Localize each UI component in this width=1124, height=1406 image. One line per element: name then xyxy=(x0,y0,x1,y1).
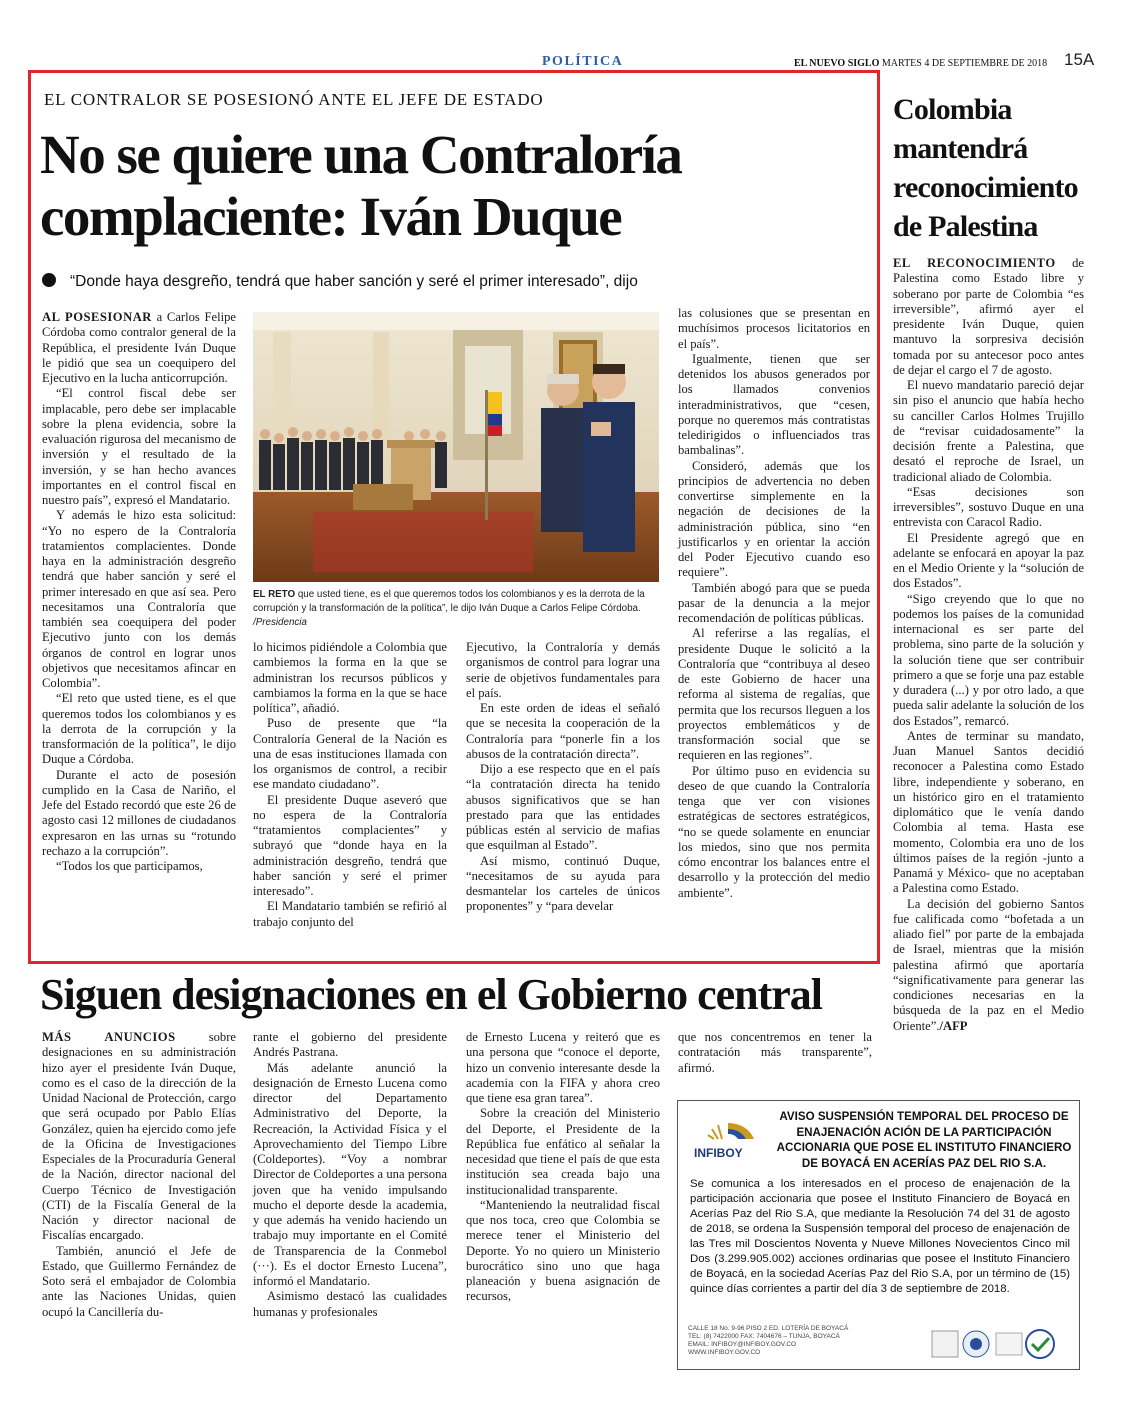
paragraph: “Manteniendo la neutralidad fiscal que nos toca, creo que Colombia se merece tener el Ministerio del Deporte. Yo no quiero un Ministerio burocrático sino uno que haga planeación y buena asignación de recursos, xyxy=(466,1197,660,1304)
paragraph: En este orden de ideas el señaló que se necesita la cooperación de la Contraloría para “ponerle fin a los abusos de la contratación directa”. xyxy=(466,701,660,761)
ad-phone: TEL: (8) 7422000 FAX: 7404676 – TUNJA, BOYACÁ xyxy=(688,1333,840,1340)
photo-caption xyxy=(253,588,659,630)
agency-credit: /AFP xyxy=(939,1018,968,1033)
paragraph: También abogó para que se pueda pasar de la denuncia a la mejor recomendación de políticas públicas. xyxy=(678,580,870,625)
deck-text: “Donde haya desgreño, tendrá que haber sanción y seré el primer interesado”, dijo xyxy=(70,273,638,290)
paragraph: El nuevo mandatario pareció dejar sin piso el anuncio que había hecho su canciller Carlos Holmes Trujillo de “revisar cuidadosamente” la decisión frente a Palestina, que desató el reproche de Israel, un tradicional aliado de Colombia. xyxy=(893,378,1084,484)
paragraph: Dijo a ese respecto que en el país “la contratación directa ha tenido abusos significativos que se han prestado para que las entidades públicas estén al servicio de mafias que esquilman al Estado”. xyxy=(466,762,660,853)
paragraph: Ejecutivo, la Contraloría y demás organismos de control para lograr una serie de objetivos fundamentales para el país. xyxy=(466,640,660,700)
article-headline xyxy=(40,124,860,248)
article-photo xyxy=(253,312,659,582)
paper-name: EL NUEVO SIGLO xyxy=(794,58,880,69)
main-column-3 xyxy=(466,640,660,915)
masthead xyxy=(794,58,1047,69)
article-kicker: EL CONTRALOR SE POSESIONÓ ANTE EL JEFE DE ESTADO xyxy=(44,90,544,109)
paragraph: Al referirse a las regalías, el presidente Duque le solicitó a la Contraloría que “contribuya al deseo de este Gobierno de hacer una reforma al sistema de regalías, que permita que los recursos lleguen a los proyectos emblemáticos y de transformación social que se requieren en las regiones”. xyxy=(678,626,870,763)
second-column-3 xyxy=(466,1030,660,1305)
paragraph: AL POSESIONAR a Carlos Felipe Córdoba como contralor general de la República, el presidente Iván Duque le pidió que sea un coequipero del Ejecutivo en la lucha anticorrupción. xyxy=(42,310,236,385)
ad-body: Se comunica a los interesados en el proceso de enajenación de la participación accionaria que posee el Instituto Financiero de Boyacá en Acerías Paz del Rio S.A, que mediante la Resolución 74 del 31 de agosto de 2018, se ordena la Suspensión temporal del proceso de enajenación de las Tres mil Doscientos Noventa y Nueve Millones Novecientos Cinco mil Dos (3.299.905.002) acciones ordinarias que posee el Instituto Financiero de Boyacá, en la sociedad Acerías Paz del Rio S.A, por un término de (15) quince días corrientes a partir del día 3 de septiembre de 2018. xyxy=(690,1178,1070,1295)
paragraph: Puso de presente que “la Contraloría General de la Nación es una de esas instituciones llamada con los organismos de control, a recibir ese mandato ciudadano”. xyxy=(253,716,447,792)
second-column-2 xyxy=(253,1030,447,1320)
paragraph: EL RECONOCIMIENTO de Palestina como Estado libre y soberano por parte de Colombia “es irreversible”, afirmó ayer el presidente Iván Duque, quien mantuvo la sorpresiva decisión tomada por su antecesor poco antes de dejar el cargo el 7 de agosto. xyxy=(893,256,1084,377)
ad-website: WWW.INFIBOY.GOV.CO xyxy=(688,1349,761,1356)
section-label: POLÍTICA xyxy=(542,54,624,69)
paragraph: “El control fiscal debe ser implacable, pero debe ser implacable sobre la plena evidencia, sobre la evaluación rigurosa del mecanismo de inversión y el resultado de la inversión, y se han hecho avances importantes en el control fiscal en nuestro país”, expresó el Mandatario. xyxy=(42,386,236,507)
ad-email: EMAIL: INFIBOY@INFIBOY.GOV.CO xyxy=(688,1341,797,1348)
paragraph: lo hicimos pidiéndole a Colombia que cambiemos la forma en la que se administran los recursos públicos y cambiamos la forma en la que se hace política”, añadió. xyxy=(253,640,447,715)
page-number: 15A xyxy=(1064,50,1095,69)
issue-date: MARTES 4 DE SEPTIEMBRE DE 2018 xyxy=(881,58,1048,69)
logo-wordmark: INFIBOY xyxy=(694,1146,743,1160)
ad-footer xyxy=(688,1325,888,1357)
paragraph: que nos concentremos en tener la contratación más transparente”, afirmó. xyxy=(678,1030,872,1075)
side-headline: Colombia mantendrá reconocimiento de Palestina xyxy=(893,93,1078,243)
bullet-icon xyxy=(42,273,56,287)
headline-line-2: complaciente: Iván Duque xyxy=(40,186,622,247)
main-column-4 xyxy=(678,306,870,901)
main-column-2 xyxy=(253,640,447,930)
paragraph: Antes de terminar su mandato, Juan Manuel Santos decidió reconocer a Palestina como Estado libre, independiente y soberano, en un histórico giro en el tratamiento diplomático que le venía dando Colombia al tema. Hasta ese momento, Colombia era uno de los últimos países de la región -junto a Panamá y México- que no aceptaban a Palestina como Estado. xyxy=(893,728,1084,896)
paragraph: El Presidente agregó que en adelante se enfocará en apoyar la paz en el Medio Oriente y la “solución de dos Estados”. xyxy=(893,530,1084,591)
infiboy-logo-icon xyxy=(688,1117,768,1167)
second-headline: Siguen designaciones en el Gobierno central xyxy=(40,970,822,1019)
paragraph: “Sigo creyendo que lo que no podemos los países de la comunidad internacional es ser parte del problema, sino parte de la solución y la solución tiene que ser contribuir primero a que se forje una paz estable y duradera (...) y por otro lado, a que pueda salir adelante la solución de los dos Estados”, remarcó. xyxy=(893,591,1084,728)
second-column-4 xyxy=(678,1030,872,1076)
main-column-1 xyxy=(42,310,236,874)
side-column xyxy=(893,256,1084,1034)
paragraph: “Todos los que participamos, xyxy=(56,859,203,873)
paragraph: Consideró, además que los principios de advertencia no deben convertirse simplemente en la negación de decisiones de la administración pública, sino “en justificarlos y en orientar la acción del Poder Ejecutivo cuando eso requiere”. xyxy=(678,458,870,580)
caption-text: que usted tiene, es el que queremos todos los colombianos y es la derrota de la corrupción y la transformación de la política”, le dijo Iván Duque a Carlos Felipe Córdoba. xyxy=(253,589,645,614)
headline-line-1: No se quiere una Contraloría xyxy=(40,124,682,185)
article-deck xyxy=(42,273,862,291)
paragraph: las colusiones que se presentan en muchísimos procesos licitatorios en el país”. xyxy=(678,306,870,351)
ceremony-photo-illustration xyxy=(253,312,659,582)
paragraph: El presidente Duque aseveró que no espera de la Contraloría “tratamientos complacientes” y subrayó que “donde haya en la administración desgreño, tendrá que haber sanción y seré el primer interesado”. xyxy=(253,792,447,898)
paragraph: Durante el acto de posesión cumplido en la Casa de Nariño, el Jefe del Estado recordó que este 26 de agosto casi 12 millones de ciudadanos expresaron en las urnas su “rotundo rechazo a la corrupción”. xyxy=(42,767,236,858)
paragraph: “El reto que usted tiene, es el que queremos todos los colombianos y es la derrota de la corrupción y la transformación de la política”, le dijo Duque a Córdoba. xyxy=(42,691,236,767)
paragraph: MÁS ANUNCIOS sobre designaciones en su administración hizo ayer el presidente Iván Duque, como es el caso de la dirección de la Unidad Nacional de Protección, cargo que será ocupado por Pablo Elías González, quien ha ejercido como jefe de la Oficina de Investigaciones Especiales de la Procuraduría General de la Nación, director nacional del Cuerpo Técnico de Investigación (CTI) de la Fiscalía General de la Nación y director nacional de Fiscalías encargado. xyxy=(42,1030,236,1243)
paragraph: Y además le hizo esta solicitud: “Yo no espero de la Contraloría tratamientos complacientes. Donde haya en la administración desgreño tendrá que haber sanción y seré el primer interesado en que así sea. Pero necesitamos una Contraloría que también sea coequipera del poder Ejecutivo junto con los demás órganos de control en lograr unos objetivos que necesitamos afincar en Colombia”. xyxy=(42,508,236,690)
page-header xyxy=(30,50,1095,72)
paragraph: Así mismo, continuó Duque, “necesitamos de su ayuda para desmantelar los carteles de únicos proponentes” y “para develar xyxy=(466,853,660,914)
paragraph: El Mandatario también se refirió al trabajo conjunto del xyxy=(253,899,447,929)
ad-address: CALLE 18 No. 9-96 PISO 2 ED. LOTERÍA DE BOYACÁ xyxy=(688,1325,849,1332)
infiboy-logo xyxy=(688,1117,768,1167)
lead-word: MÁS ANUNCIOS xyxy=(42,1030,176,1044)
paragraph: Asimismo destacó las cualidades humanas y profesionales xyxy=(253,1289,447,1319)
paragraph: También, anunció el Jefe de Estado, que Guillermo Fernández de Soto será el embajador de Colombia ante las Naciones Unidas, quien ocupó la Cancillería du- xyxy=(42,1243,236,1319)
caption-lead: EL RETO xyxy=(253,589,296,600)
lead-word: AL POSESIONAR xyxy=(42,310,152,324)
paragraph: de Ernesto Lucena y reiteró que es una persona que “conoce el deporte, hizo un convenio interesante desde la academia con la FIFA y ahora creo que tiene esa gran tarea”. xyxy=(466,1030,660,1105)
paragraph: Más adelante anunció la designación de Ernesto Lucena como director del Departamento Administrativo del Deporte, la Recreación, la Actividad Física y el Aprovechamiento del Tiempo Libre (Coldeportes). “Voy a nombrar Director de Coldeportes a una persona joven que ha venido impulsando mucho el deporte desde la academia, y que además ha venido haciendo un trabajo muy importante en el Comité de Transparencia de la Conmebol (···). Es el doctor Ernesto Lucena”, informó el Mandatario. xyxy=(253,1060,447,1288)
legal-notice-ad xyxy=(677,1100,1080,1370)
paragraph: rante el gobierno del presidente Andrés Pastrana. xyxy=(253,1030,447,1060)
lead-word: EL RECONOCIMIENTO xyxy=(893,256,1056,270)
paragraph: La decisión del gobierno Santos fue calificada como “bofetada a un aliado fiel” por parte de la embajada de Israel, mientras que la misión palestina afirmó que aportaría “significativamente para generar las condiciones necesarias en la búsqueda de la paz en el Medio Oriente”./AFP xyxy=(893,896,1084,1033)
paragraph: “Esas decisiones son irreversibles”, sostuvo Duque en una entrevista con Caracol Radio. xyxy=(893,484,1084,530)
paragraph: Sobre la creación del Ministerio del Deporte, el Presidente de la República fue enfático al señalar la necesidad que tiene el país de que esta institución sea creada bajo una institucionalidad transparente. xyxy=(466,1106,660,1197)
ad-title: AVISO SUSPENSIÓN TEMPORAL DEL PROCESO DE ENAJENACIÓN ACIÓN DE LA PARTICIPACIÓN ACCIONARIA QUE POSE EL INSTITUTO FINANCIERO DE BOYACÁ EN ACERÍAS PAZ DEL RIO S.A. xyxy=(776,1110,1072,1170)
seals-icon xyxy=(930,1327,1070,1361)
paragraph: Por último puso en evidencia su deseo de que cuando la Contraloría tenga que ver con visiones estratégicas de sectores estratégicos, “no se quede solamente en enunciar los miedos, sino que nos permita cómo encontrar los balances entre el desarrollo y la protección del medio ambiente”. xyxy=(678,763,870,900)
certification-seals xyxy=(930,1327,1070,1361)
photo-credit: /Presidencia xyxy=(253,617,307,628)
paragraph: Igualmente, tienen que ser detenidos los abusos generados por los llamados convenios interadministrativos, que “cesen, porque no queremos más contratistas teledirigidos o influenciados tras bambalinas”. xyxy=(678,351,870,458)
second-column-1 xyxy=(42,1030,236,1320)
